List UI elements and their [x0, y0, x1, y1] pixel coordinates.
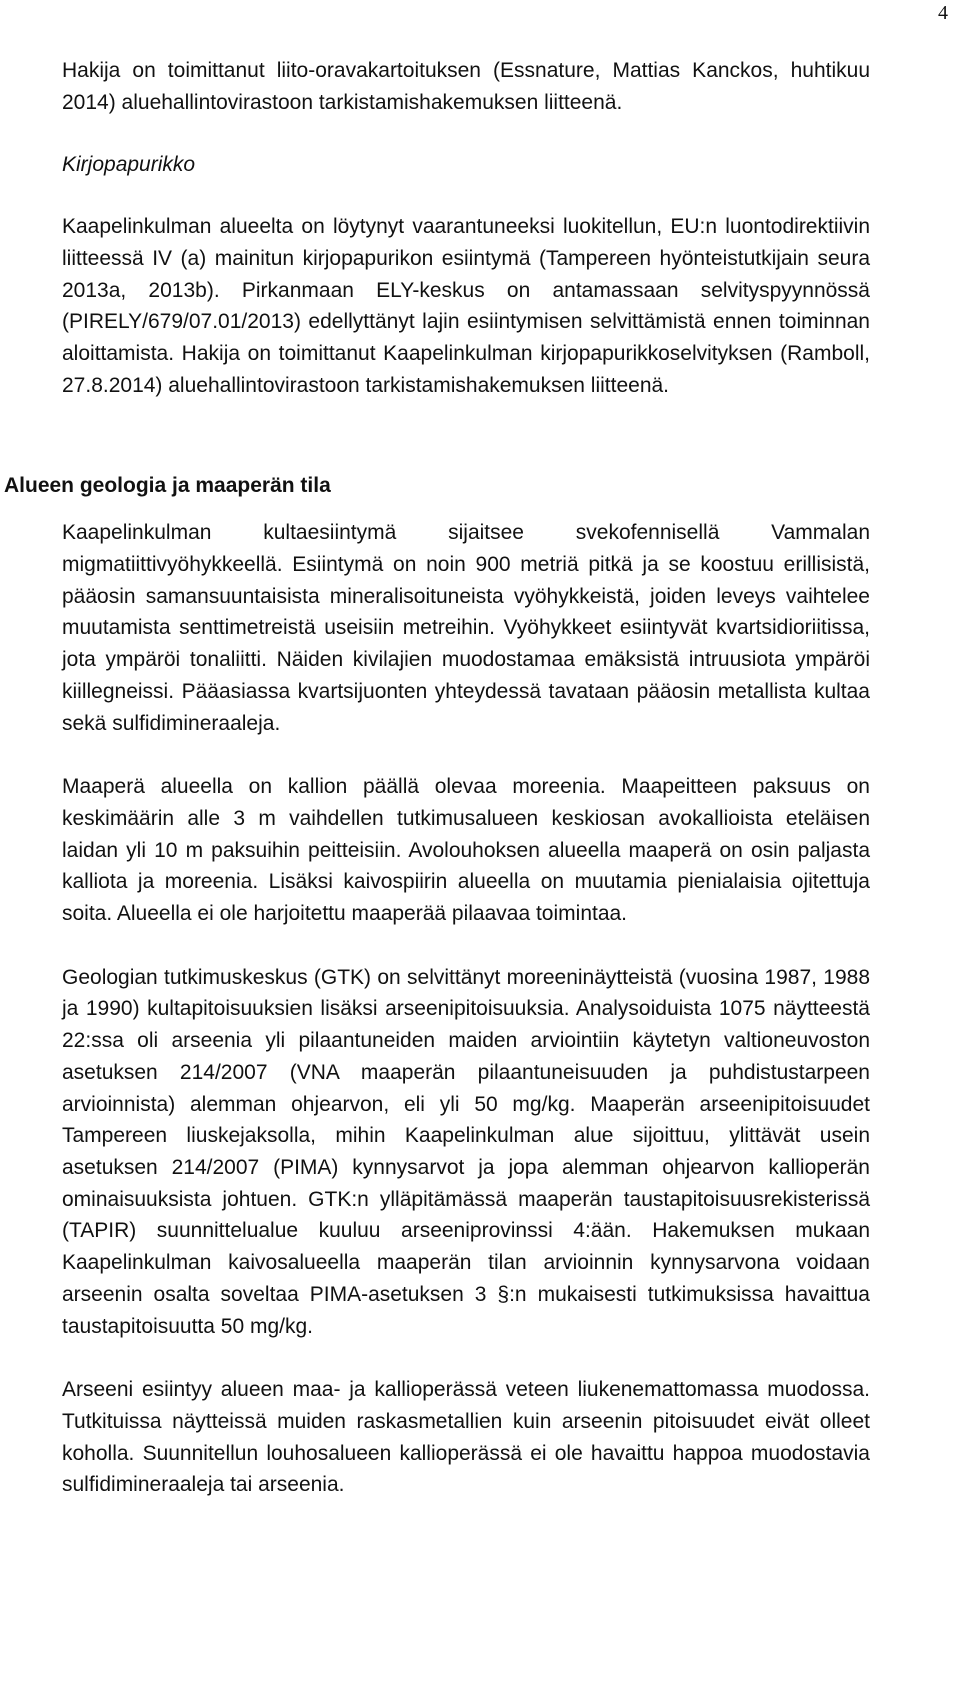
arsenic-paragraph: Arseeni esiintyy alueen maa- ja kallioperässä veteen liukenemattomassa muodossa. Tutkituissa näytteissä muiden raskasmetallien kuin arseenin pitoisuudet eivät olleet koholla. Suunnitellun louhosalueen kallioperässä ei ole havaittu happoa muodostavia sulfidimineraaleja tai arseenia. — [62, 1378, 870, 1497]
section-heading: Alueen geologia ja maaperän tila — [4, 474, 331, 497]
soil-paragraph: Maaperä alueella on kallion päällä olevaa moreenia. Maapeitteen paksuus on keskimäärin alle 3 m vaihdellen tutkimusalueen keskiosan avokallioista eteläisen laidan yli 10 m paksuihin peitteisiin. Avolouhoksen alueella maaperä on osin paljasta kalliota ja moreenia. Lisäksi kaivospiirin alueella on muutamia pienialaisia ojitettuja soita. Alueella ei ole harjoitettu maaperää pilaavaa toimintaa. — [62, 775, 870, 926]
page-number: 4 — [938, 2, 948, 24]
kirjopapurikko-paragraph: Kaapelinkulman alueelta on löytynyt vaarantuneeksi luokitellun, EU:n luontodirektiivin liitteessä IV (a) mainitun kirjopapurikon esiintymä (Tampereen hyönteistutkijain seura 2013a, 2013b). Pirkanmaan ELY-keskus on antamassaan selvityspyynnössä (PIRELY/679/07.01/2013) edellyttänyt lajin esiintymisen selvittämistä ennen toiminnan aloittamista. Hakija on toimittanut Kaapelinkulman kirjopapurikkoselvityksen (Ramboll, 27.8.2014) aluehallintovirastoon tarkistamishakemuksen liitteenä. — [62, 215, 870, 397]
intro-paragraph: Hakija on toimittanut liito-oravakartoituksen (Essnature, Mattias Kanckos, huhtikuu 2014) aluehallintovirastoon tarkistamishakemuksen liitteenä. — [62, 59, 870, 114]
subsection-title: Kirjopapurikko — [62, 153, 196, 177]
document-body — [62, 55, 870, 1501]
gtk-paragraph: Geologian tutkimuskeskus (GTK) on selvittänyt moreeninäytteistä (vuosina 1987, 1988 ja 1990) kultapitoisuuksien lisäksi arseenipitoisuuksia. Analysoiduista 1075 näytteestä 22:ssa oli arseenia yli pilaantuneiden maiden arviointiin käytetyn valtioneuvoston asetuksen 214/2007 (VNA maaperän pilaantuneisuuden ja puhdistustarpeen arvioinnista) alemman ohjearvon, eli yli 50 mg/kg. Maaperän arseenipitoisuudet Tampereen liuskejaksolla, mihin Kaapelinkulman alue sijoittuu, ylittävät usein asetuksen 214/2007 (PIMA) kynnysarvot ja jopa alemman ohjearvon kallioperän ominaisuuksista johtuen. GTK:n ylläpitämässä maaperän taustapitoisuusrekisterissä (TAPIR) suunnittelualue kuuluu arseeniprovinssi 4:ään. Hakemuksen mukaan Kaapelinkulman kaivosalueella maaperän tilan arvioinnin kynnysarvona voidaan arseenin osalta soveltaa PIMA-asetuksen 3 §:n mukaisesti tutkimuksissa havaittua taustapitoisuutta 50 mg/kg. — [62, 965, 870, 1338]
geology-paragraph: Kaapelinkulman kultaesiintymä sijaitsee svekofennisellä Vammalan migmatiittivyöhykkeellä. Esiintymä on noin 900 metriä pitkä ja se koostuu erillisistä, pääosin samansuuntaisista mineralisoituneista vyöhykkeistä, joiden leveys vaihtelee muutamista senttimetreistä useisiin metreihin. Vyöhykkeet esiintyvät kvartsidioriitissa, jota ympäröi tonaliitti. Näiden kivilajien muodostamaa emäksistä intruusiota ympäröi kiillegneissi. Pääasiassa kvartsijuonten yhteydessä tavataan pääosin metallista kultaa sekä sulfidimineraaleja. — [62, 521, 870, 735]
